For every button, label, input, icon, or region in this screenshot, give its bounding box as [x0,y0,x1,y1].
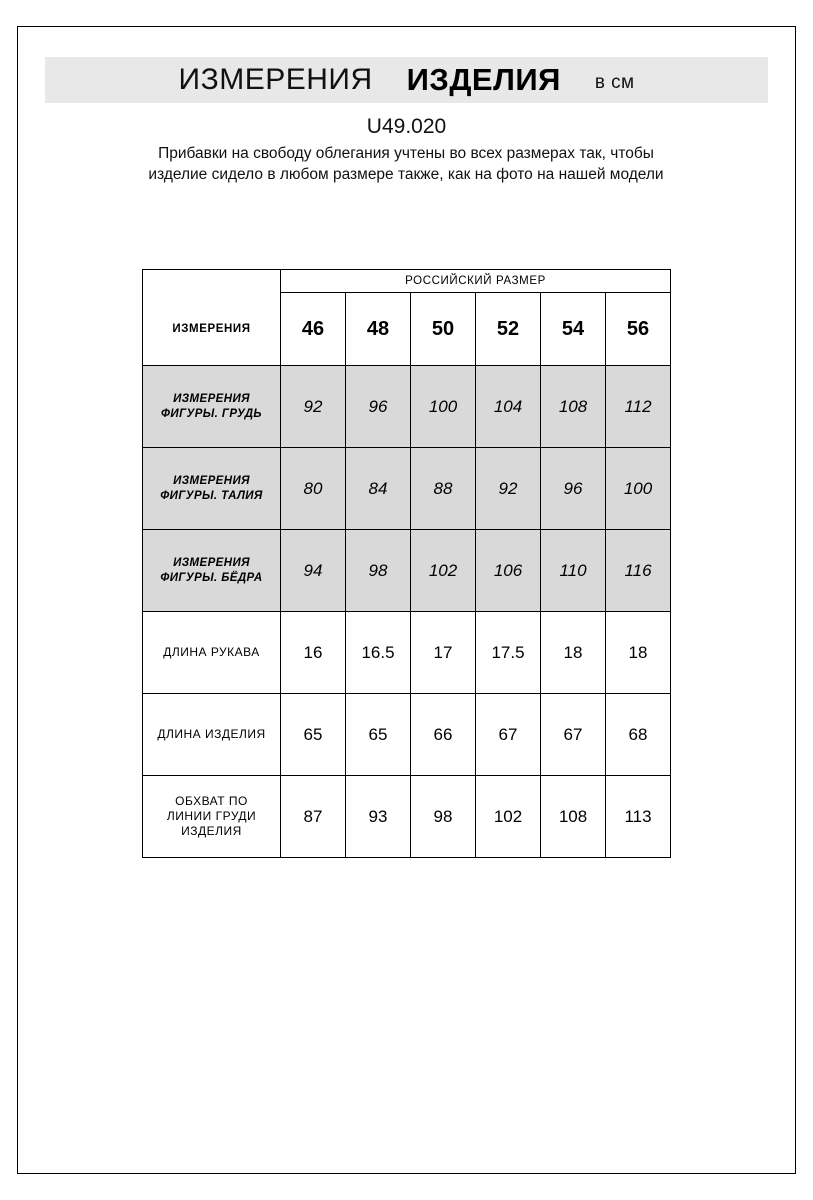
cell-waist-body-52: 92 [476,448,541,530]
cell-sleeve-length-56: 18 [606,612,671,694]
cell-bust-body-56: 112 [606,366,671,448]
size-header-48: 48 [346,293,411,366]
cell-garment-chest-56: 113 [606,776,671,858]
size-header-54: 54 [541,293,606,366]
fit-note: Прибавки на свободу облегания учтены во всех размерах так, чтобы изделие сидело в любом размере также, как на фото на нашей модели [148,145,664,183]
group-header-russian-size: РОССИЙСКИЙ РАЗМЕР [281,270,671,293]
size-header-56: 56 [606,293,671,366]
row-label-line2: ЛИНИИ ГРУДИ [166,809,257,823]
row-label-line1: ДЛИНА РУКАВА [163,645,260,659]
cell-garment-chest-46: 87 [281,776,346,858]
table-row [143,612,671,694]
cell-sleeve-length-48: 16.5 [346,612,411,694]
table-row [143,694,671,776]
cell-garment-chest-54: 108 [541,776,606,858]
page-header-band [45,57,768,103]
cell-waist-body-50: 88 [411,448,476,530]
cell-garment-length-50: 66 [411,694,476,776]
row-label-sleeve-length [143,612,281,694]
row-label-line1: ОБХВАТ ПО [175,794,248,808]
cell-sleeve-length-50: 17 [411,612,476,694]
size-header-50: 50 [411,293,476,366]
cell-waist-body-54: 96 [541,448,606,530]
row-label-line2: ФИГУРЫ. БЁДРА [160,571,263,584]
cell-garment-length-46: 65 [281,694,346,776]
cell-garment-chest-48: 93 [346,776,411,858]
table-row [143,366,671,448]
row-label-line1: ИЗМЕРЕНИЯ [173,474,250,487]
cell-bust-body-50: 100 [411,366,476,448]
cell-garment-length-48: 65 [346,694,411,776]
row-label-line2: ФИГУРЫ. ТАЛИЯ [160,489,263,502]
table-row [143,448,671,530]
cell-bust-body-48: 96 [346,366,411,448]
table-row [143,776,671,858]
cell-hips-body-48: 98 [346,530,411,612]
size-header-52: 52 [476,293,541,366]
table-size-header-row [143,293,671,366]
cell-sleeve-length-52: 17.5 [476,612,541,694]
cell-hips-body-56: 116 [606,530,671,612]
cell-hips-body-50: 102 [411,530,476,612]
cell-bust-body-54: 108 [541,366,606,448]
header-title-light: ИЗМЕРЕНИЯ [178,63,373,96]
table-row [143,530,671,612]
cell-bust-body-46: 92 [281,366,346,448]
row-label-waist-body [143,448,281,530]
measurements-table [142,269,671,858]
cell-bust-body-52: 104 [476,366,541,448]
row-label-line3: ИЗДЕЛИЯ [181,824,242,838]
header-title-bold: ИЗДЕЛИЯ [406,62,561,97]
cell-waist-body-56: 100 [606,448,671,530]
row-label-bust-body [143,366,281,448]
header-units: в см [594,72,635,93]
cell-waist-body-48: 84 [346,448,411,530]
row-label-garment-length [143,694,281,776]
cell-hips-body-52: 106 [476,530,541,612]
cell-hips-body-46: 94 [281,530,346,612]
corner-label-measurements: ИЗМЕРЕНИЯ [143,293,281,366]
row-label-hips-body [143,530,281,612]
cell-sleeve-length-54: 18 [541,612,606,694]
table-group-header-row [143,270,671,293]
cell-garment-length-52: 67 [476,694,541,776]
cell-sleeve-length-46: 16 [281,612,346,694]
cell-waist-body-46: 80 [281,448,346,530]
cell-garment-chest-52: 102 [476,776,541,858]
row-label-line2: ФИГУРЫ. ГРУДЬ [161,407,262,420]
cell-hips-body-54: 110 [541,530,606,612]
cell-garment-length-56: 68 [606,694,671,776]
row-label-line1: ДЛИНА ИЗДЕЛИЯ [157,727,266,741]
article-code: U49.020 [366,115,447,138]
cell-garment-chest-50: 98 [411,776,476,858]
size-header-46: 46 [281,293,346,366]
corner-cell-top [143,270,281,293]
row-label-garment-chest [143,776,281,858]
row-label-line1: ИЗМЕРЕНИЯ [173,556,250,569]
cell-garment-length-54: 67 [541,694,606,776]
row-label-line1: ИЗМЕРЕНИЯ [173,392,250,405]
